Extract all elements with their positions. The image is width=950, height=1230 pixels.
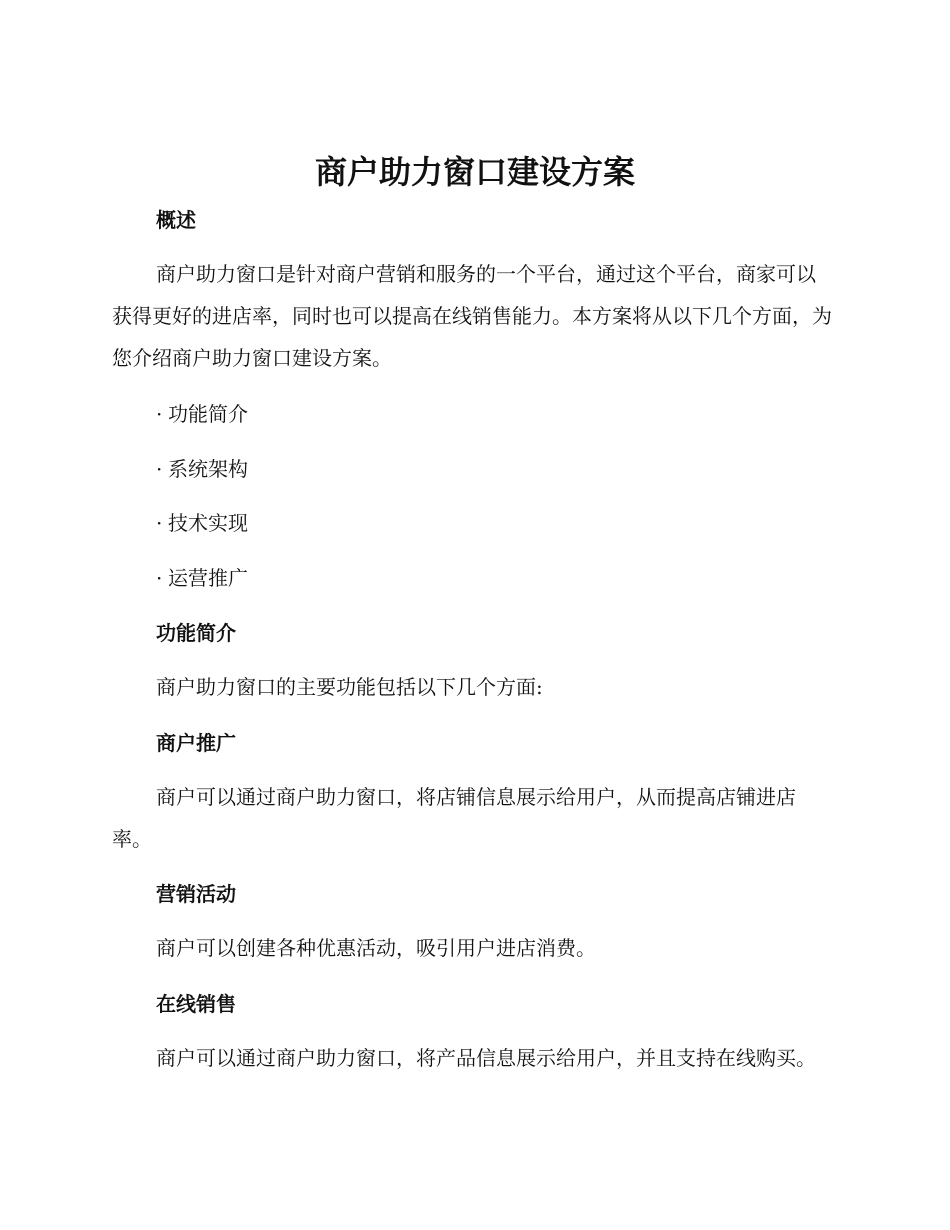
subsection-paragraph-online-sales: 商户可以通过商户助力窗口，将产品信息展示给用户，并且支持在线购买。: [156, 1046, 816, 1070]
subsection-paragraph-marketing-activities: 商户可以创建各种优惠活动，吸引用户进店消费。: [156, 936, 596, 960]
bullet-item: [156, 509, 248, 537]
bullet-label: 运营推广: [168, 566, 248, 590]
bullet-item: [156, 564, 248, 592]
section-heading-overview: 概述: [156, 208, 196, 232]
bullet-label: 技术实现: [168, 511, 248, 535]
bullet-item: [156, 455, 248, 483]
subsection-heading-merchant-promotion: 商户推广: [156, 731, 236, 755]
bullet-marker: ·: [156, 511, 163, 535]
bullet-marker: ·: [156, 402, 163, 426]
bullet-label: 系统架构: [168, 457, 248, 481]
bullet-marker: ·: [156, 457, 163, 481]
bullet-label: 功能简介: [168, 402, 248, 426]
overview-paragraph: 商户助力窗口是针对商户营销和服务的一个平台，通过这个平台，商家可以获得更好的进店率，同时也可以提高在线销售能力。本方案将从以下几个方面，为您介绍商户助力窗口建设方案。: [112, 262, 832, 370]
bullet-marker: ·: [156, 566, 163, 590]
document-title: 商户助力窗口建设方案: [314, 153, 635, 191]
features-intro-paragraph: 商户助力窗口的主要功能包括以下几个方面:: [156, 675, 543, 699]
subsection-paragraph-merchant-promotion: 商户可以通过商户助力窗口，将店铺信息展示给用户，从而提高店铺进店率。: [112, 785, 796, 851]
section-heading-features: 功能简介: [156, 621, 236, 645]
subsection-heading-marketing-activities: 营销活动: [156, 882, 236, 906]
bullet-item: [156, 400, 248, 428]
subsection-heading-online-sales: 在线销售: [156, 992, 236, 1016]
